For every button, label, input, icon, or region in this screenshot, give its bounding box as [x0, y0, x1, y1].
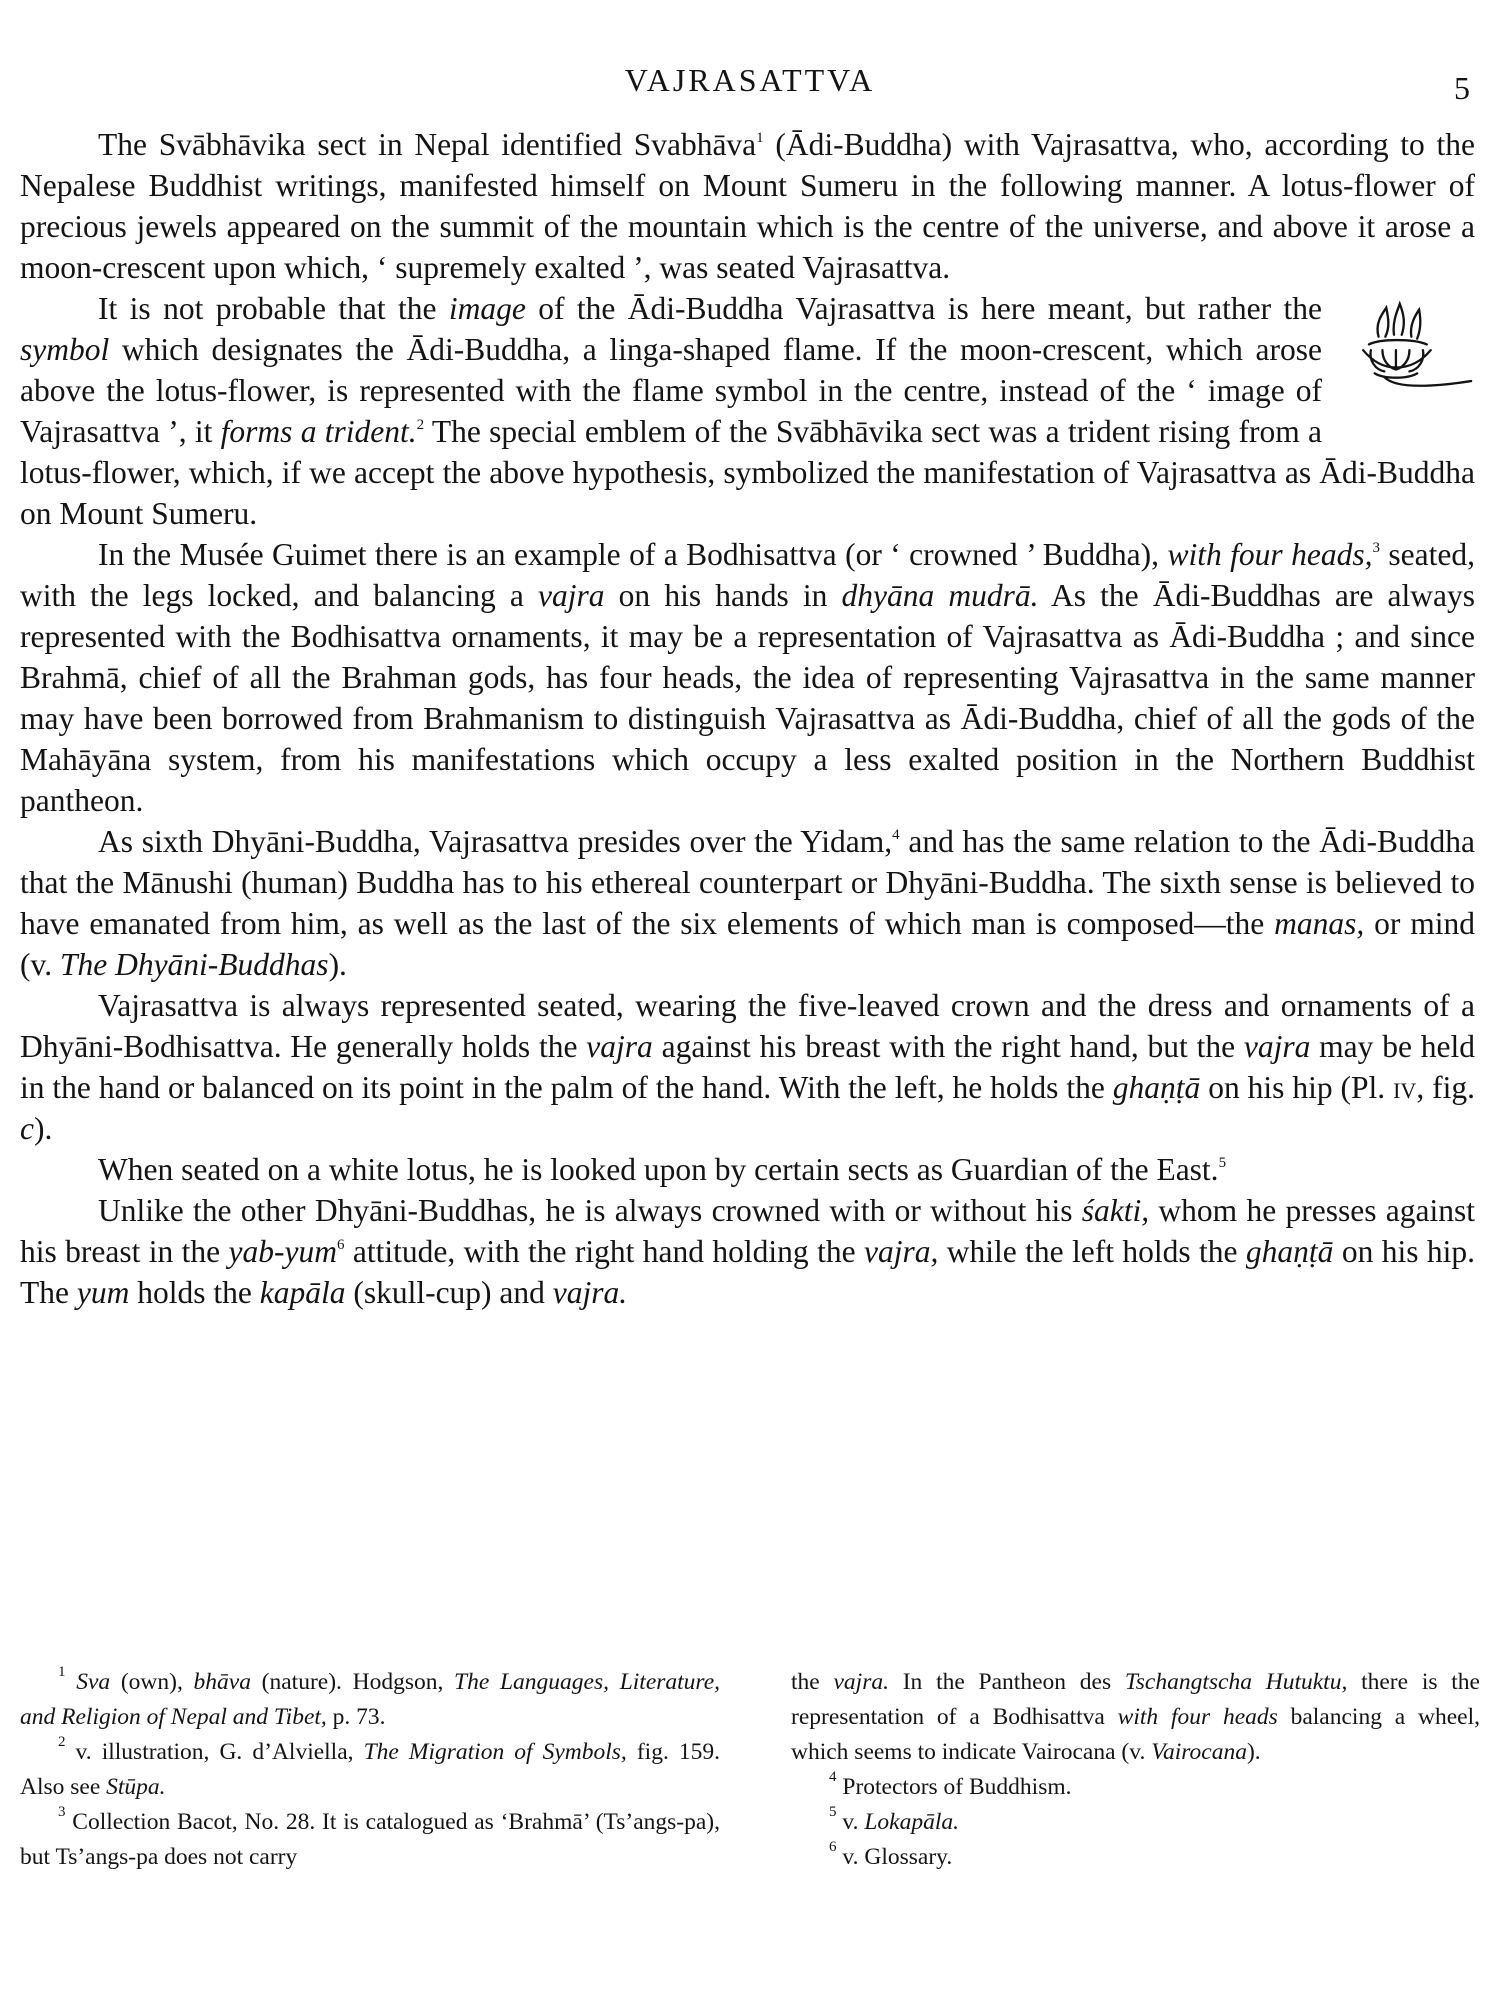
footnote-ref-1: 1 — [756, 130, 764, 146]
paragraph-4: As sixth Dhyāni-Buddha, Vajrasattva presides over the Yidam,$^4$ and has the same relation to the Ādi-Buddha that the Mānushi (human) Buddha has to his ethereal counterpart or Dhyāni-Buddha. The sixth sense is believed to have emanated from him, as well as the last of the six elements of which man is composed—the manas, or mind (v. The Dhyāni-Buddhas). — [20, 824, 1475, 982]
paragraph-3: In the Musée Guimet there is an example of a Bodhisattva (or ‘ crowned ’ Buddha), with four heads,$^3$ seated, with the legs locked, and balancing a vajra on his hands in dhyāna mudrā. As the Ādi-Buddhas are always represented with the Bodhisattva ornaments, it may be a representation of Vajrasattva as Ādi-Buddha ; and since Brahmā, chief of all the Brahman gods, has four heads, the idea of representing Vajrasattva in the same manner may have been borrowed from Brahmanism to distinguish Vajrasattva as Ādi-Buddha, chief of all the gods of the Mahāyāna system, from his manifestations which occupy a less exalted position in the Northern Buddhist pantheon. — [20, 537, 1475, 818]
page-number: 5 — [1454, 70, 1470, 106]
footnote-4: $^4$ Protectors of Buddhism. — [829, 1769, 1072, 1800]
footnote-3-continued: the vajra. In the Pantheon des Tschangtscha Hutuktu, there is the representation of a Bodhisattva with four heads balancing a wheel, which seems to indicate Vairocana (v. Vairocana). — [791, 1669, 1481, 1765]
footnote-ref-4: 4 — [892, 827, 900, 843]
footnote-2: $^2$ v. illustration, G. d’Alviella, The Migration of Symbols, fig. 159. Also see Stūpa. — [20, 1734, 720, 1800]
footnote-ref-6: 6 — [337, 1237, 345, 1253]
body-text — [20, 124, 1475, 1313]
paragraph-1: The Svābhāvika sect in Nepal identified Svabhāva$^1$ (Ādi-Buddha) with Vajrasattva, who, according to the Nepalese Buddhist writings, manifested himself on Mount Sumeru in the following manner. A lotus-flower of precious jewels appeared on the summit of the mountain which is the centre of the universe, and above it arose a moon-crescent upon which, ‘ supremely exalted ’, was seated Vajrasattva. — [20, 127, 1476, 285]
running-head: VAJRASATTVA — [624, 62, 876, 98]
footnote-ref-3: 3 — [1372, 540, 1380, 556]
footnotes-right-column — [791, 1665, 1480, 1875]
paragraph-2: It is not probable that the image of the Ādi-Buddha Vajrasattva is here meant, but rather the symbol which designates the Ādi-Buddha, a linga-shaped flame. If the moon-crescent, which arose above the lotus-flower, is represented with the flame symbol in the centre, instead of the ‘ image of Vajrasattva ’, it forms a trident.$^2$ The special emblem of the Svābhāvika sect was a trident rising from a lotus-flower, which, if we accept the above hypothesis, symbolized the manifestation of Vajrasattva as Ādi-Buddha on Mount Sumeru. — [20, 291, 1475, 531]
footnote-ref-2: 2 — [416, 417, 425, 433]
lotus-trident-emblem-icon — [1340, 298, 1475, 413]
footnote-ref-5: 5 — [1218, 1155, 1227, 1171]
footnote-6: $^6$ v. Glossary. — [829, 1839, 953, 1870]
paragraph-7: Unlike the other Dhyāni-Buddhas, he is always crowned with or without his śakti, whom he presses against his breast in the yab-yum$^6$ attitude, with the right hand holding the vajra, while the left holds the ghaṇṭā on his hip. The yum holds the kapāla (skull-cup) and vajra. — [20, 1193, 1476, 1310]
paragraph-6: When seated on a white lotus, he is looked upon by certain sects as Guardian of the East.$^5$ — [98, 1152, 1227, 1187]
footnote-5: $^5$ v. Lokapāla. — [829, 1804, 960, 1835]
footnote-1: $^1$ Sva (own), bhāva (nature). Hodgson, The Languages, Literature, and Religion of Nepal and Tibet, p. 73. — [20, 1664, 721, 1730]
paragraph-5: Vajrasattva is always represented seated, wearing the five-leaved crown and the dress and ornaments of a Dhyāni-Bodhisattva. He generally holds the vajra against his breast with the right hand, but the vajra may be held in the hand or balanced on its point in the palm of the hand. With the left, he holds the ghaṇṭā on his hip (Pl. iv, fig. c). — [20, 988, 1475, 1146]
footnote-3: $^3$ Collection Bacot, No. 28. It is catalogued as ‘Brahmā’ (Ts’angs-pa), but Ts’angs-pa does not carry — [20, 1804, 720, 1870]
footnotes-left-column — [20, 1665, 720, 1875]
